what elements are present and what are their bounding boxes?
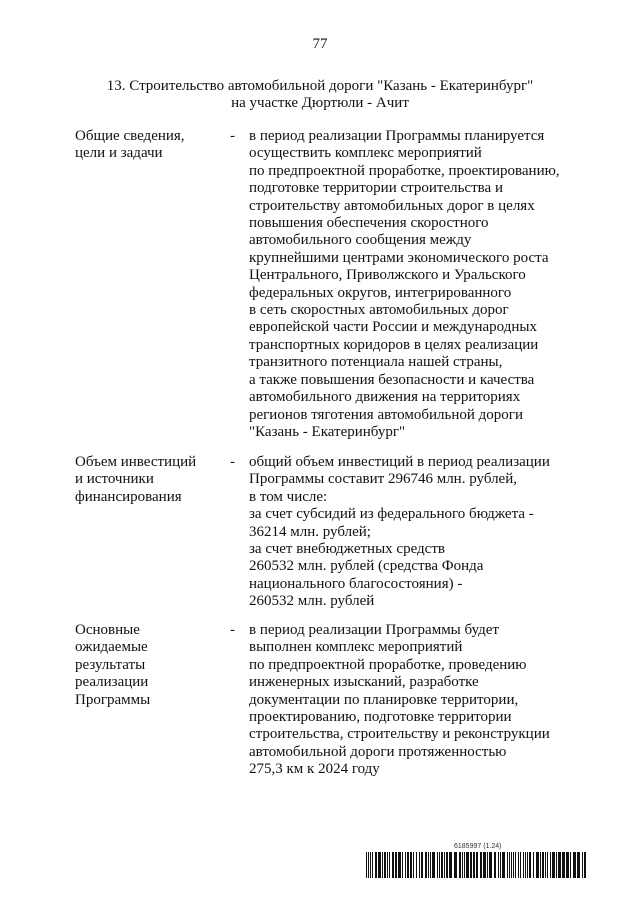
- barcode-bar: [487, 852, 488, 878]
- body-line: Программы составит 296746 млн. рублей,: [249, 471, 517, 488]
- barcode-bar: [550, 852, 551, 878]
- barcode-bar: [480, 852, 482, 878]
- barcode-bar: [476, 852, 478, 878]
- barcode-bar: [577, 852, 580, 878]
- barcode-bar: [509, 852, 510, 878]
- barcode: [366, 852, 586, 878]
- barcode-bar: [439, 852, 440, 878]
- barcode-bar: [454, 852, 457, 878]
- barcode-bar: [513, 852, 514, 878]
- body-line: европейской части России и международных: [249, 319, 537, 336]
- barcode-bar: [459, 852, 461, 878]
- body-line: по предпроектной проработке, проектированию,: [249, 162, 560, 179]
- barcode-bar: [416, 852, 417, 878]
- barcode-bar: [529, 852, 531, 878]
- body-line: строительству автомобильных дорог в целях: [249, 197, 535, 214]
- barcode-bar: [425, 852, 427, 878]
- barcode-bar: [384, 852, 386, 878]
- body-line: осуществить комплекс мероприятий: [249, 145, 482, 162]
- label-line: Основные: [75, 622, 140, 638]
- body-line: 260532 млн. рублей (средства Фонда: [249, 558, 484, 575]
- barcode-bar: [378, 852, 381, 878]
- body-line: регионов тяготения автомобильной дороги: [249, 406, 523, 423]
- barcode-bar: [462, 852, 463, 878]
- barcode-bar: [432, 852, 435, 878]
- barcode-bar: [464, 852, 465, 878]
- row-dash: -: [230, 454, 235, 470]
- barcode-bar: [372, 852, 373, 878]
- barcode-bar: [470, 852, 472, 878]
- body-line: 260532 млн. рублей: [249, 593, 375, 610]
- label-line: и источники: [75, 471, 154, 488]
- body-line: национального благосостояния) -: [249, 575, 463, 592]
- body-line: подготовке территории строительства и: [249, 180, 503, 197]
- heading-line: на участке Дюртюли - Ачит: [231, 95, 409, 111]
- body-line: федеральных округов, интегрированного: [249, 284, 512, 301]
- barcode-bar: [552, 852, 555, 878]
- body-line: в период реализации Программы будет: [249, 622, 499, 638]
- row-label: [75, 128, 215, 163]
- barcode-bar: [370, 852, 371, 878]
- barcode-bar: [547, 852, 548, 878]
- body-line: строительства, строительству и реконструкции: [249, 726, 550, 743]
- body-line: Центрального, Приволжского и Уральского: [249, 267, 526, 284]
- body-line: инженерных изысканий, разработке: [249, 674, 479, 691]
- barcode-bar: [389, 852, 390, 878]
- barcode-bar: [489, 852, 492, 878]
- page-number: 77: [312, 36, 328, 52]
- body-line: автомобильного движения на территориях: [249, 389, 521, 406]
- body-line: 36214 млн. рублей;: [249, 523, 371, 540]
- barcode-bar: [473, 852, 475, 878]
- barcode-bar: [428, 852, 429, 878]
- barcode-bar: [437, 852, 438, 878]
- body-line: повышения обеспечения скоростного: [249, 215, 489, 232]
- label-line: Программы: [75, 691, 151, 708]
- barcode-bar: [584, 852, 586, 878]
- barcode-bar: [494, 852, 496, 878]
- label-line: Общие сведения,: [75, 128, 185, 144]
- barcode-bar: [502, 852, 505, 878]
- label-line: реализации: [75, 674, 149, 691]
- barcode-bar: [518, 852, 519, 878]
- heading-line: 13. Строительство автомобильной дороги "Казань - Екатеринбург": [106, 78, 534, 94]
- body-line: автомобильной дороги протяженностью: [249, 743, 507, 760]
- barcode-bar: [520, 852, 521, 878]
- body-line: проектированию, подготовке территории: [249, 709, 512, 726]
- body-line: транзитного потенциала нашей страны,: [249, 354, 503, 371]
- row-dash: -: [230, 622, 235, 638]
- body-line: общий объем инвестиций в период реализации: [249, 454, 550, 470]
- barcode-bar: [382, 852, 383, 878]
- barcode-bar: [387, 852, 388, 878]
- row-body: [249, 128, 589, 441]
- barcode-bar: [392, 852, 394, 878]
- barcode-caption: 6185997 (1.24): [454, 843, 502, 850]
- barcode-bar: [523, 852, 524, 878]
- barcode-bar: [570, 852, 571, 878]
- barcode-bar: [413, 852, 414, 878]
- section-heading: [60, 78, 580, 112]
- row-body: [249, 454, 589, 611]
- barcode-bar: [398, 852, 401, 878]
- barcode-bar: [540, 852, 541, 878]
- barcode-bar: [507, 852, 508, 878]
- body-line: автомобильного сообщения между: [249, 232, 472, 249]
- barcode-bar: [449, 852, 452, 878]
- barcode-bar: [375, 852, 377, 878]
- barcode-bar: [395, 852, 397, 878]
- barcode-bar: [441, 852, 443, 878]
- barcode-bar: [515, 852, 516, 878]
- barcode-bar: [402, 852, 403, 878]
- body-line: "Казань - Екатеринбург": [249, 423, 406, 440]
- barcode-bar: [525, 852, 526, 878]
- barcode-bar: [444, 852, 445, 878]
- label-line: ожидаемые: [75, 639, 148, 656]
- body-line: крупнейшими центрами экономического роста: [249, 249, 549, 266]
- barcode-bar: [366, 852, 367, 878]
- body-line: а также повышения безопасности и качества: [249, 371, 535, 388]
- barcode-bar: [407, 852, 409, 878]
- barcode-bar: [556, 852, 557, 878]
- barcode-bar: [430, 852, 431, 878]
- barcode-bar: [566, 852, 569, 878]
- body-line: за счет субсидий из федерального бюджета -: [249, 506, 534, 523]
- body-line: документации по планировке территории,: [249, 691, 519, 708]
- barcode-bar: [421, 852, 423, 878]
- barcode-bar: [410, 852, 412, 878]
- barcode-bar: [542, 852, 544, 878]
- row-body: [249, 622, 589, 779]
- barcode-bar: [533, 852, 534, 878]
- barcode-bar: [483, 852, 486, 878]
- barcode-bar: [446, 852, 448, 878]
- barcode-bar: [511, 852, 512, 878]
- body-line: за счет внебюджетных средств: [249, 541, 445, 558]
- barcode-bar: [466, 852, 469, 878]
- barcode-bar: [527, 852, 528, 878]
- row-label: [75, 622, 215, 709]
- barcode-bar: [558, 852, 561, 878]
- barcode-bar: [498, 852, 499, 878]
- barcode-bar: [573, 852, 576, 878]
- barcode-bar: [545, 852, 546, 878]
- body-line: выполнен комплекс мероприятий: [249, 639, 463, 656]
- body-line: транспортных коридоров в целях реализации: [249, 336, 539, 353]
- barcode-bar: [368, 852, 369, 878]
- label-line: финансирования: [75, 488, 182, 505]
- label-line: цели и задачи: [75, 145, 163, 162]
- body-line: в период реализации Программы планируется: [249, 128, 545, 144]
- barcode-bar: [500, 852, 501, 878]
- body-line: в том числе:: [249, 488, 328, 505]
- barcode-bar: [536, 852, 539, 878]
- barcode-bar: [562, 852, 565, 878]
- row-label: [75, 454, 215, 506]
- barcode-bar: [419, 852, 420, 878]
- body-line: 275,3 км к 2024 году: [249, 761, 380, 778]
- body-line: по предпроектной проработке, проведению: [249, 656, 527, 673]
- label-line: результаты: [75, 656, 146, 673]
- barcode-bar: [582, 852, 583, 878]
- barcode-bar: [405, 852, 406, 878]
- body-line: в сеть скоростных автомобильных дорог: [249, 302, 509, 319]
- row-dash: -: [230, 128, 235, 144]
- label-line: Объем инвестиций: [75, 454, 197, 470]
